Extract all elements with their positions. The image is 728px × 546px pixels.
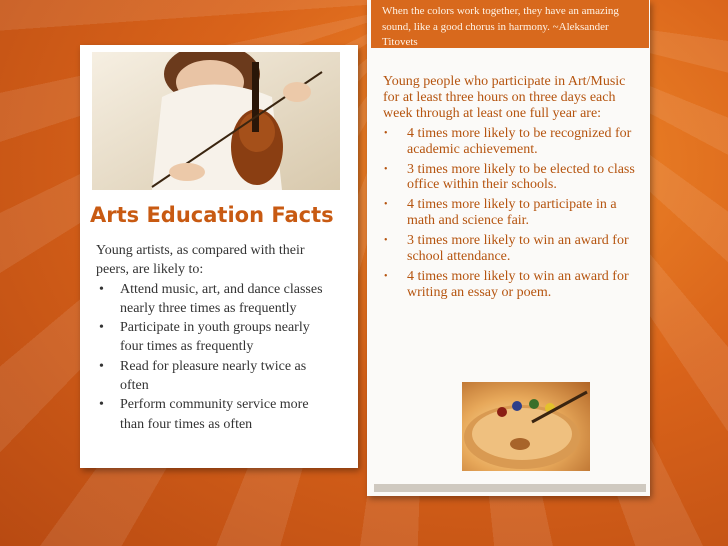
list-item: • 4 times more likely to participate in a math and science fair. xyxy=(383,197,635,229)
quote-text: When the colors work together, they have an amazing sound, like a good chorus in harmony. ~Aleksander Titovets xyxy=(382,5,619,48)
right-intro: Young people who participate in Art/Music for at least three hours on three days each week through at least one full year are: xyxy=(383,74,626,121)
list-item: • 3 times more likely to win an award for school attendance. xyxy=(383,233,635,265)
list-item: • 3 times more likely to be elected to class office within their schools. xyxy=(383,162,635,194)
list-item: • Attend music, art, and dance classes nearly three times as frequently xyxy=(96,280,336,319)
left-intro: Young artists, as compared with their peers, are likely to: xyxy=(96,243,305,278)
right-bullet-list xyxy=(383,126,635,301)
list-item: • 4 times more likely to be recognized for academic achievement. xyxy=(383,126,635,158)
left-body xyxy=(96,241,336,434)
right-body xyxy=(383,74,635,301)
list-item: • Perform community service more than four times as often xyxy=(96,395,336,434)
left-bullet-list xyxy=(96,280,336,434)
list-item: • Participate in youth groups nearly four times as frequently xyxy=(96,318,336,357)
paint-palette-photo xyxy=(462,382,590,471)
violin-photo xyxy=(92,52,340,190)
list-item: • 4 times more likely to win an award for writing an essay or poem. xyxy=(383,269,635,301)
page-title: Arts Education Facts xyxy=(90,203,334,227)
list-item: • Read for pleasure nearly twice as often xyxy=(96,357,336,396)
bottom-divider xyxy=(374,484,646,492)
